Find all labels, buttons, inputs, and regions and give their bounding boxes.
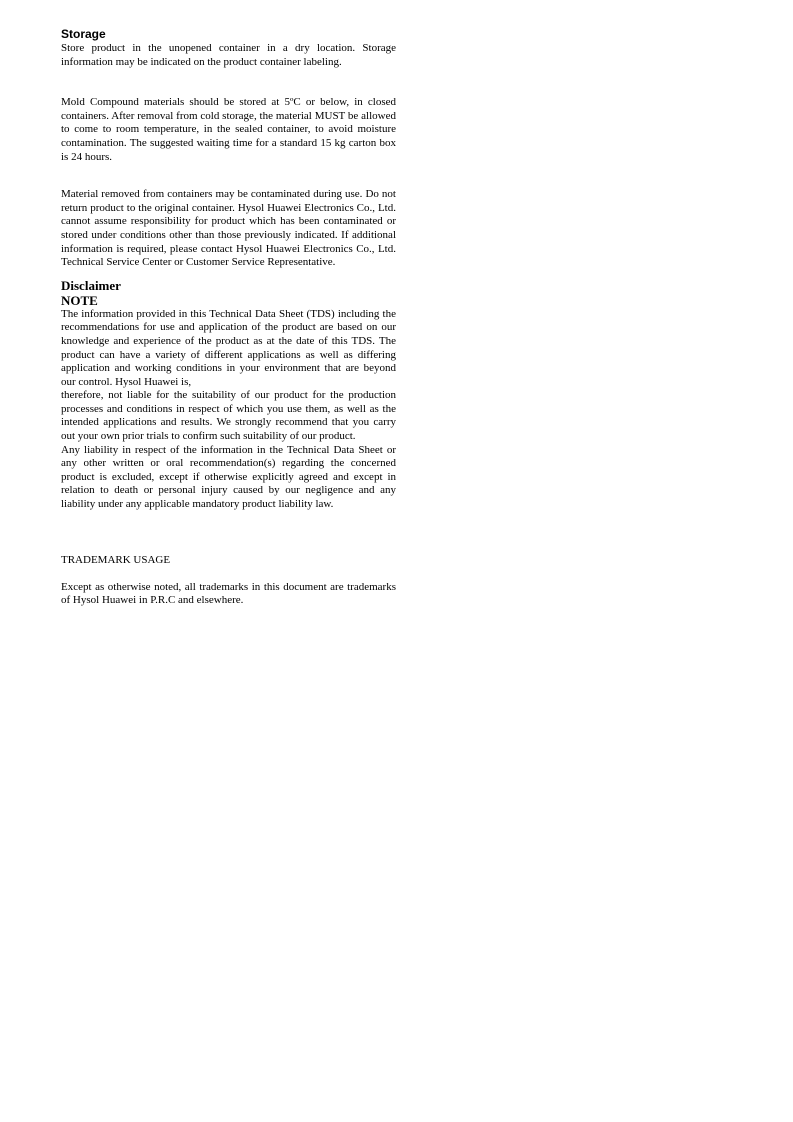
disclaimer-paragraph-2: Any liability in respect of the information in the Technical Data Sheet or any other written or oral recommendation(s) regarding the concerned product is excluded, except if otherwise explicitly agreed and except in relation to death or personal injury caused by our negligence and any liability under any applicable mandatory product liability law.: [61, 443, 396, 511]
storage-paragraph-1: Store product in the unopened container in a dry location. Storage information may be indicated on the product container labeling.: [61, 42, 396, 68]
spacer: [61, 69, 396, 96]
disclaimer-paragraph-1a: The information provided in this Technical Data Sheet (TDS) including the recommendations for use and application of the product are based on our knowledge and experience of the product as at the date of this TDS. The product can have a variety of different applications as well as differing application and working conditions in your environment that are beyond our control. Hysol Huawei is,: [61, 307, 396, 388]
trademark-heading: TRADEMARK USAGE: [61, 553, 171, 566]
document-page: [61, 27, 396, 608]
spacer: [61, 164, 396, 188]
trademark-paragraph: Except as otherwise noted, all trademarks in this document are trademarks of Hysol Huawei in P.R.C and elsewhere.: [61, 580, 396, 607]
storage-paragraph-3: Material removed from containers may be contaminated during use. Do not return product to the original container. Hysol Huawei Electronics Co., Ltd. cannot assume responsibility for product which has been contaminated or stored under conditions other than those previously indicated. If additional information is required, please contact Hysol Huawei Electronics Co., Ltd. Technical Service Center or Customer Service Representative.: [61, 188, 396, 269]
storage-heading: Storage: [61, 27, 106, 41]
storage-paragraph-2: Mold Compound materials should be stored at 5ºC or below, in closed containers. After removal from cold storage, the material MUST be allowed to come to room temperature, in the sealed container, to avoid moisture contamination. The suggested waiting time for a standard 15 kg carton box is 24 hours.: [61, 96, 396, 163]
disclaimer-paragraph-1b: therefore, not liable for the suitability of our product for the production processes and conditions in respect of which you use them, as well as the intended applications and results. We strongly recommend that you carry out your own prior trials to confirm such suitability of our product.: [61, 389, 396, 443]
note-heading: NOTE: [61, 292, 98, 308]
disclaimer-heading: Disclaimer: [61, 277, 121, 293]
